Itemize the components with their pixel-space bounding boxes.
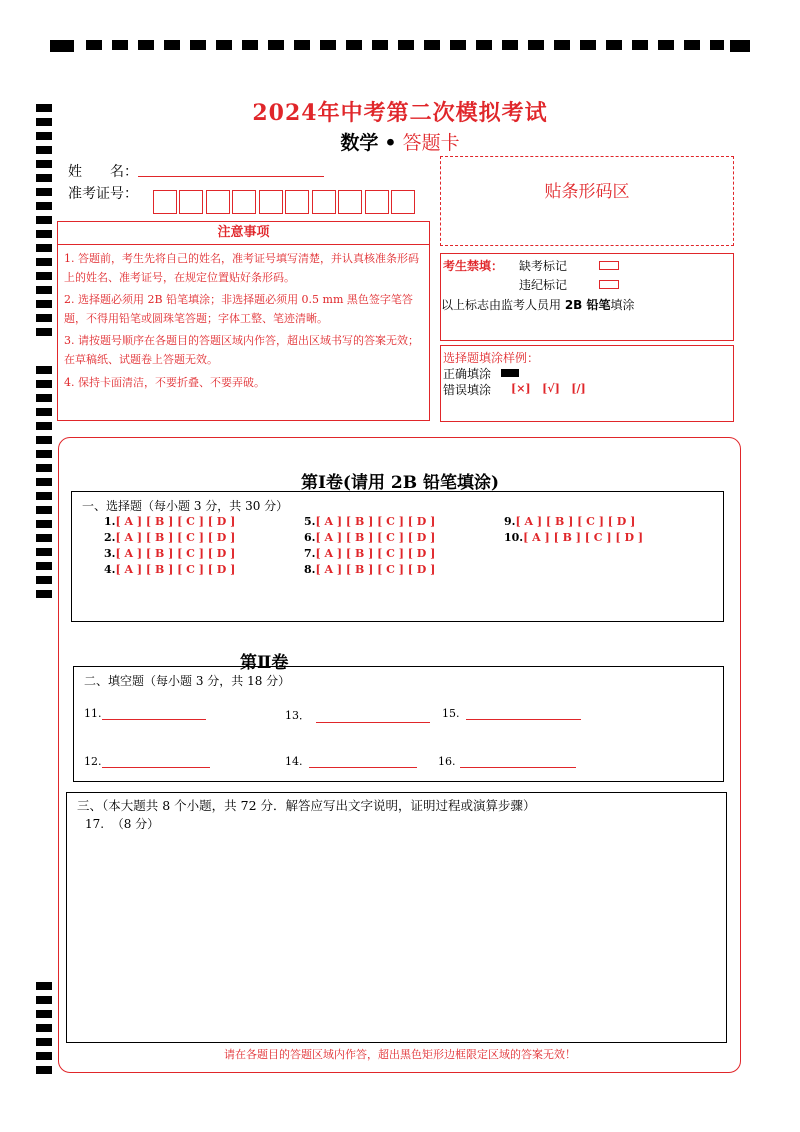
barcode-label: 贴条形码区 — [544, 182, 630, 202]
violation-mark-box[interactable] — [599, 280, 619, 289]
question-4[interactable]: 4.[ A ] [ B ] [ C ] [ D ] — [104, 563, 236, 576]
question-8[interactable]: 8.[ A ] [ B ] [ C ] [ D ] — [304, 563, 436, 576]
exam-subtitle — [0, 128, 800, 155]
question-5[interactable]: 5.[ A ] [ B ] [ C ] [ D ] — [304, 515, 436, 528]
correct-fill-label: 正确填涂 — [443, 367, 492, 381]
question-10[interactable]: 10.[ A ] [ B ] [ C ] [ D ] — [504, 531, 644, 544]
blank-14[interactable]: 14. — [285, 755, 417, 768]
question-2[interactable]: 2.[ A ] [ B ] [ C ] [ D ] — [104, 531, 236, 544]
question-1[interactable]: 1.[ A ] [ B ] [ C ] [ D ] — [104, 515, 236, 528]
separator-dot: • — [384, 132, 397, 154]
barcode-area — [440, 156, 734, 246]
blank-15[interactable]: 15. — [442, 707, 581, 720]
part1-title: 第Ⅰ卷(请用 2B 铅笔填涂) — [300, 473, 500, 493]
part3-section-title: 三、（本大题共 8 个小题，共 72 分．解答应写出文字说明，证明过程或演算步骤） — [77, 798, 536, 813]
question-9[interactable]: 9.[ A ] [ B ] [ C ] [ D ] — [504, 515, 636, 528]
footer-warning: 请在各题目的答题区域内作答，超出黑色矩形边框限定区域的答案无效！ — [224, 1048, 576, 1061]
notice-item-3: 3. 请按题号顺序在各题目的答题区域内作答，超出区域书写的答案无效；在草稿纸、试题卷上答题无效。 — [64, 334, 419, 366]
question-6[interactable]: 6.[ A ] [ B ] [ C ] [ D ] — [304, 531, 436, 544]
absent-mark-box[interactable] — [599, 261, 619, 270]
subject-label: 数学 — [340, 132, 379, 154]
proctor-note: 以上标志由监考人员用 2B 铅笔填涂 — [441, 298, 635, 312]
exam-id-label: 准考证号： — [68, 186, 138, 202]
fill-sample-box — [440, 345, 734, 422]
absent-label: 缺考标记 — [519, 259, 568, 273]
proctor-box — [440, 253, 734, 341]
question-3[interactable]: 3.[ A ] [ B ] [ C ] [ D ] — [104, 547, 236, 560]
card-label: 答题卡 — [402, 132, 460, 154]
name-label: 姓 名： — [68, 164, 138, 180]
notice-item-1: 1. 答题前，考生先将自己的姓名，准考证号填写清楚，并认真核准条形码上的姓名、准考证号，在规定位置贴好条形码。 — [64, 252, 419, 284]
notice-item-4: 4. 保持卡面清洁，不要折叠、不要弄破。 — [64, 376, 265, 389]
wrong-fill-label: 错误填涂 — [443, 383, 492, 397]
exam-title: 2024年中考第二次模拟考试 — [252, 100, 548, 126]
notice-title: 注意事项 — [57, 221, 430, 245]
proctor-label: 考生禁填： — [443, 259, 504, 273]
blank-12[interactable]: 12. — [84, 755, 210, 768]
blank-11[interactable]: 11. — [84, 707, 206, 720]
name-field[interactable] — [138, 176, 324, 177]
multiple-choice-section-title: 一、选择题（每小题 3 分，共 30 分） — [82, 499, 289, 513]
fill-blank-section-title: 二、填空题（每小题 3 分，共 18 分） — [84, 674, 291, 688]
violation-label: 违纪标记 — [519, 278, 568, 292]
part2-title: 第Ⅱ卷 — [240, 653, 289, 673]
question-17-label: 17. （8 分） — [85, 817, 160, 831]
question-7[interactable]: 7.[ A ] [ B ] [ C ] [ D ] — [304, 547, 436, 560]
blank-16[interactable]: 16. — [438, 755, 576, 768]
notice-item-2: 2. 选择题必须用 2B 铅笔填涂；非选择题必须用 0.5 mm 黑色签字笔答题，不得用铅笔或圆珠笔答题；字体工整、笔迹清晰。 — [64, 293, 413, 325]
correct-fill-mark — [501, 369, 519, 377]
blank-13[interactable]: 13． — [285, 707, 430, 723]
wrong-fill-marks: [×] [√] [/] — [511, 382, 586, 395]
fill-sample-label: 选择题填涂样例： — [443, 351, 540, 365]
problem-17-box[interactable] — [66, 792, 727, 1043]
